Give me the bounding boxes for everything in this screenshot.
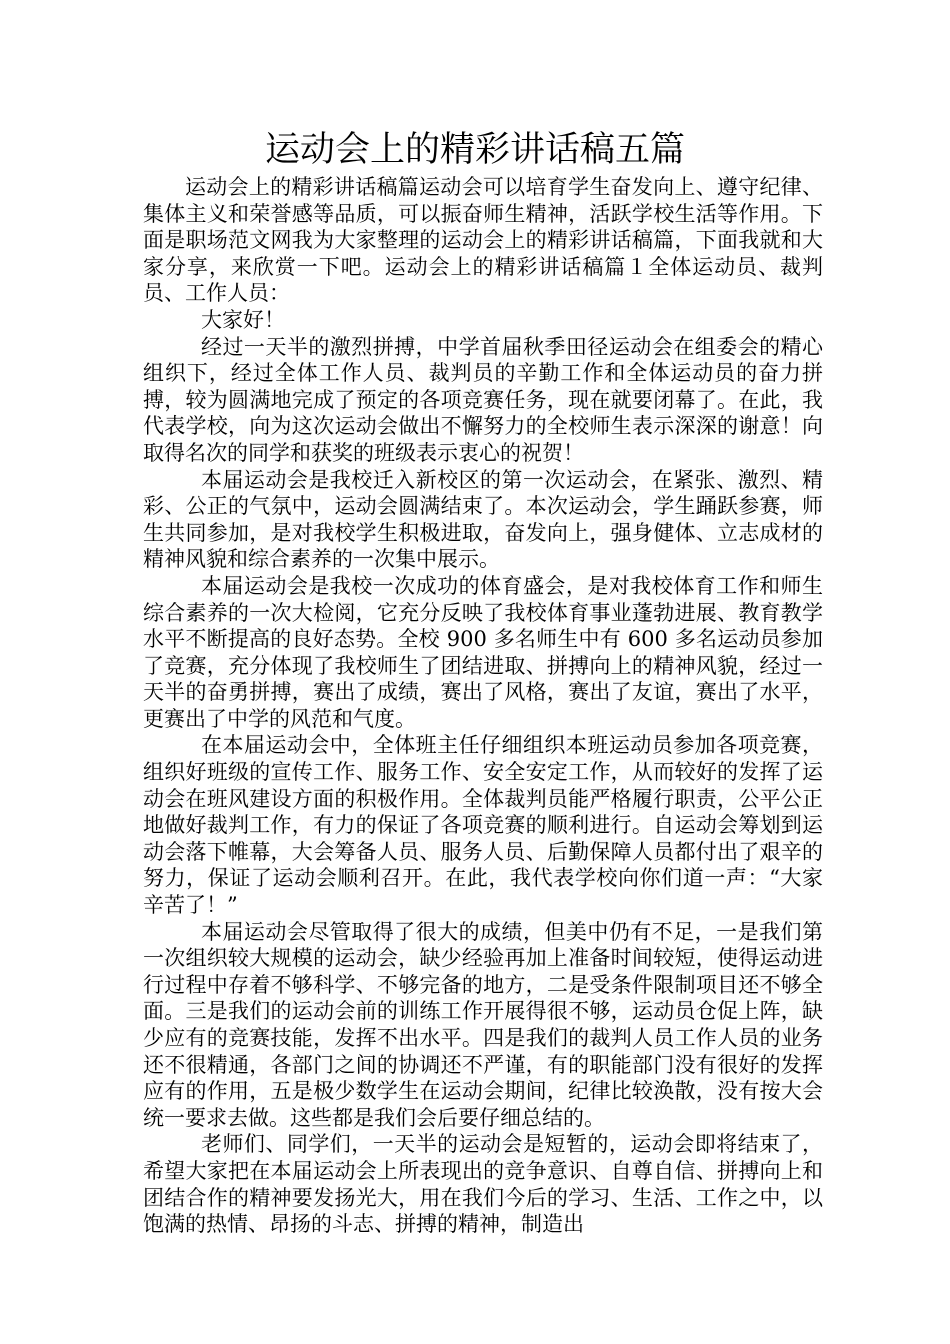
document-body	[143, 174, 823, 1238]
paragraph-success: 本届运动会是我校一次成功的体育盛会，是对我校体育工作和师生综合素养的一次大检阅，它充分反映了我校体育事业蓬勃进展、教育教学水平不断提高的良好态势。全校 900 多名师生中有 600 多名运动员参加了竞赛，充分体现了我校师生了团结进取、拼搏向上的精神风貌，经过一天半的奋勇拼搏，赛出了成绩，赛出了风格，赛出了友谊，赛出了水平，更赛出了中学的风范和气度。	[143, 573, 823, 731]
paragraph-opening: 经过一天半的激烈拼搏，中学首届秋季田径运动会在组委会的精心组织下，经过全体工作人员、裁判员的辛勤工作和全体运动员的奋力拼搏，较为圆满地完成了预定的各项竞赛任务，现在就要闭幕了。在此，我代表学校，向为这次运动会做出不懈努力的全校师生表示深深的谢意！向取得名次的同学和获奖的班级表示衷心的祝贺！	[143, 334, 823, 465]
paragraph-thanks: 在本届运动会中，全体班主任仔细组织本班运动员参加各项竞赛，组织好班级的宣传工作、服务工作、安全安定工作，从而较好的发挥了运动会在班风建设方面的积极作用。全体裁判员能严格履行职责，公平公正地做好裁判工作，有力的保证了各项竞赛的顺利进行。自运动会筹划到运动会落下帷幕，大会筹备人员、服务人员、后勤保障人员都付出了艰辛的努力，保证了运动会顺利召开。在此，我代表学校向你们道一声：“大家辛苦了！”	[143, 733, 823, 918]
paragraph-shortcomings: 本届运动会尽管取得了很大的成绩，但美中仍有不足，一是我们第一次组织较大规模的运动会，缺少经验再加上准备时间较短，使得运动进行过程中存着不够科学、不够完备的地方，二是受条件限制项目还不够全面。三是我们的运动会前的训练工作开展得很不够，运动员仓促上阵，缺少应有的竞赛技能，发挥不出水平。四是我们的裁判人员工作人员的业务还不很精通，各部门之间的协调还不严谨，有的职能部门没有很好的发挥应有的作用，五是极少数学生在运动会期间，纪律比较涣散，没有按大会统一要求去做。这些都是我们会后要仔细总结的。	[143, 919, 823, 1130]
paragraph-greeting: 大家好！	[201, 307, 285, 332]
paragraph-closing: 老师们、同学们，一天半的运动会是短暂的，运动会即将结束了，希望大家把在本届运动会上所表现出的竞争意识、自尊自信、拼搏向上和团结合作的精神要发扬光大，用在我们今后的学习、生活、工作之中，以饱满的热情、昂扬的斗志、拼搏的精神，制造出	[143, 1132, 823, 1237]
document-title: 运动会上的精彩讲话稿五篇	[264, 130, 685, 170]
paragraph-intro: 运动会上的精彩讲话稿篇运动会可以培育学生奋发向上、遵守纪律、集体主义和荣誉感等品质，可以振奋师生精神，活跃学校生活等作用。下面是职场范文网我为大家整理的运动会上的精彩讲话稿篇，下面我就和大家分享，来欣赏一下吧。运动会上的精彩讲话稿篇１全体运动员、裁判员、工作人员：	[143, 175, 823, 306]
paragraph-new-campus: 本届运动会是我校迁入新校区的第一次运动会，在紧张、激烈、精彩、公正的气氛中，运动会圆满结束了。本次运动会，学生踊跃参赛，师生共同参加，是对我校学生积极进取，奋发向上，强身健体、立志成材的精神风貌和综合素养的一次集中展示。	[143, 467, 823, 572]
